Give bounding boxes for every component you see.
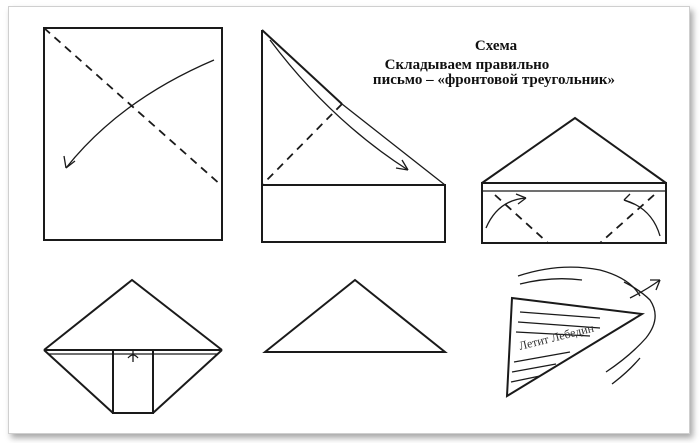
- envelope-flap: [482, 118, 666, 183]
- step-1-sheet: [44, 28, 222, 240]
- title-block: [373, 38, 615, 88]
- step-4-diamond: [44, 280, 222, 413]
- folded-triangle-edge-top: [262, 30, 342, 104]
- wing-right: [606, 282, 655, 372]
- finished-triangle: [265, 280, 445, 352]
- sheet-outline: [44, 28, 222, 240]
- lower-strip: [262, 185, 445, 242]
- step-3-envelope: [482, 118, 666, 243]
- wing-top: [518, 267, 640, 296]
- title-subheading: Складываем правильно: [384, 57, 550, 73]
- fold-line-right: [600, 195, 654, 243]
- title-heading: Схема: [474, 38, 518, 54]
- wing-top-inner: [520, 279, 582, 284]
- fold-arrow-head: [64, 156, 75, 168]
- envelope-body: [482, 183, 666, 243]
- address-line-1: [520, 312, 600, 318]
- fold-line: [262, 104, 342, 185]
- diamond-top: [44, 280, 222, 350]
- title-caption: письмо – «фронтовой треугольник»: [372, 72, 616, 88]
- wing-right-lower: [612, 358, 640, 384]
- step-5-triangle: [265, 280, 445, 352]
- step-6-flying-letter: [507, 267, 660, 396]
- fold-line-left: [495, 195, 548, 243]
- folded-triangle-outline: [262, 30, 445, 185]
- letter-recipient: Летит Лебедин: [517, 320, 596, 353]
- folded-triangle-edge-bottom: [342, 104, 445, 185]
- address-line-4: [514, 352, 570, 362]
